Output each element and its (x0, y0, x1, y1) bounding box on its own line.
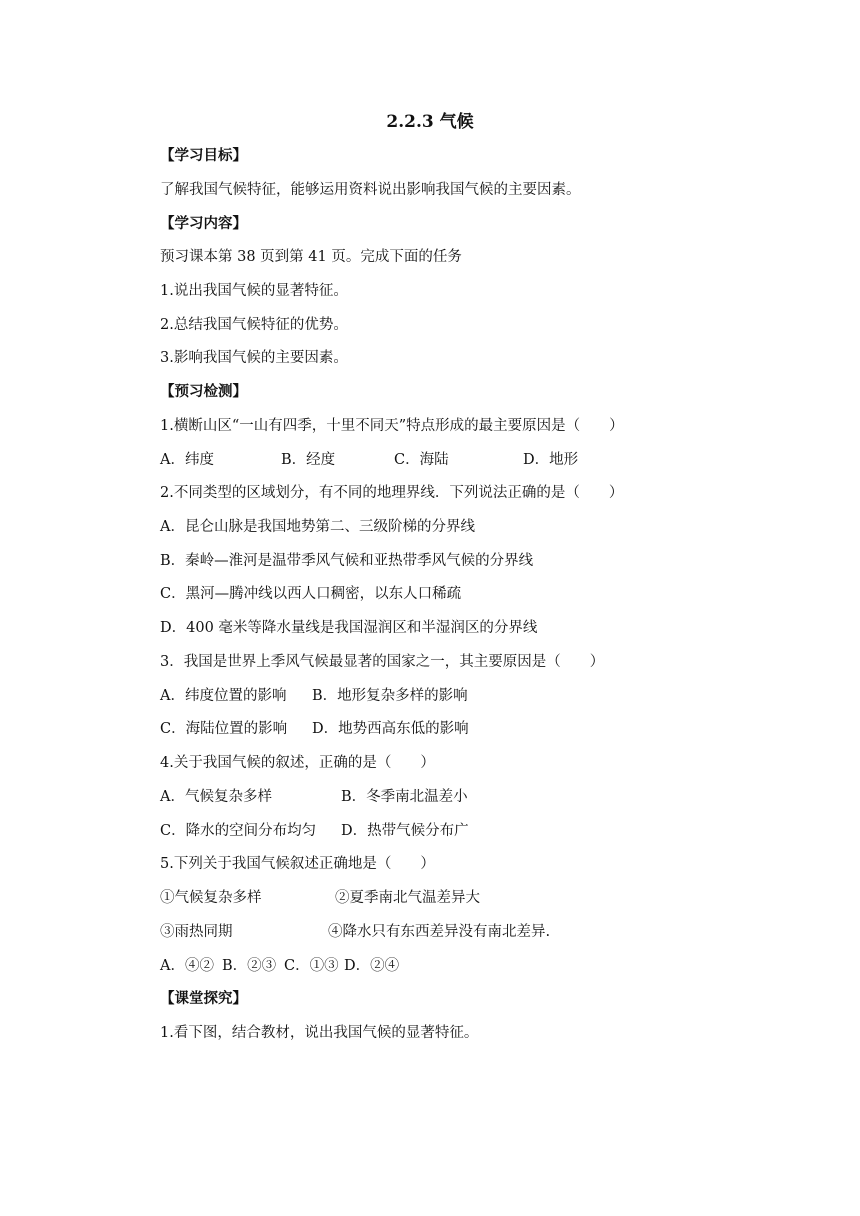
statement-4: ④降水只有东西差异没有南北差异. (328, 924, 551, 940)
question-3-stem: 3．我国是世界上季风气候最显著的国家之一，其主要原因是（ ） (160, 654, 605, 670)
option-b: B．冬季南北温差小 (341, 789, 468, 805)
classroom-explore-text: 1.看下图，结合教材，说出我国气候的显著特征。 (160, 1025, 479, 1041)
option-d: D．热带气候分布广 (341, 823, 469, 839)
heading-learning-content: 【学习内容】 (160, 215, 247, 232)
option-a: A．纬度 (160, 452, 214, 468)
option-a: A．气候复杂多样 (160, 789, 272, 805)
learning-content-intro: 预习课本第 38 页到第 41 页。完成下面的任务 (160, 249, 462, 265)
option-b: B．经度 (281, 452, 336, 468)
option-c: C．海陆位置的影响 (160, 721, 288, 737)
question-2-option-b: B．秦岭—淮河是温带季风气候和亚热带季风气候的分界线 (160, 553, 534, 569)
option-a: A．纬度位置的影响 (160, 688, 287, 704)
option-b: B．②③ (222, 958, 277, 974)
question-5-stem: 5.下列关于我国气候叙述正确地是（ ） (160, 856, 435, 872)
page-title: 2.2.3 气候 (386, 112, 474, 132)
question-2-option-a: A．昆仑山脉是我国地势第二、三级阶梯的分界线 (160, 519, 475, 535)
learning-content-item: 1.说出我国气候的显著特征。 (160, 283, 348, 299)
question-2-stem: 2.不同类型的区域划分，有不同的地理界线．下列说法正确的是（ ） (160, 485, 624, 501)
option-d: D．地势西高东低的影响 (312, 721, 469, 737)
option-b: B．地形复杂多样的影响 (312, 688, 468, 704)
option-c: C．降水的空间分布均匀 (160, 823, 317, 839)
learning-content-item: 2.总结我国气候特征的优势。 (160, 317, 348, 333)
heading-learning-goals: 【学习目标】 (160, 147, 247, 164)
option-c: C．海陆 (394, 452, 449, 468)
option-d: D．②④ (344, 958, 400, 974)
option-a: A．④② (160, 958, 214, 974)
statement-2: ②夏季南北气温差异大 (335, 890, 480, 906)
question-2-option-d: D．400 毫米等降水量线是我国湿润区和半湿润区的分界线 (160, 620, 538, 636)
question-1-stem: 1.横断山区“一山有四季，十里不同天”特点形成的最主要原因是（ ） (160, 418, 624, 434)
heading-preview-check: 【预习检测】 (160, 383, 247, 400)
statement-3: ③雨热同期 (160, 924, 233, 940)
question-2-option-c: C．黑河—腾冲线以西人口稠密，以东人口稀疏 (160, 586, 462, 602)
option-d: D．地形 (523, 452, 579, 468)
option-c: C．①③ (284, 958, 339, 974)
learning-content-item: 3.影响我国气候的主要因素。 (160, 350, 348, 366)
statement-1: ①气候复杂多样 (160, 890, 262, 906)
learning-goals-text: 了解我国气候特征，能够运用资料说出影响我国气候的主要因素。 (160, 182, 581, 198)
question-4-stem: 4.关于我国气候的叙述，正确的是（ ） (160, 755, 435, 771)
heading-classroom-explore: 【课堂探究】 (160, 990, 247, 1007)
